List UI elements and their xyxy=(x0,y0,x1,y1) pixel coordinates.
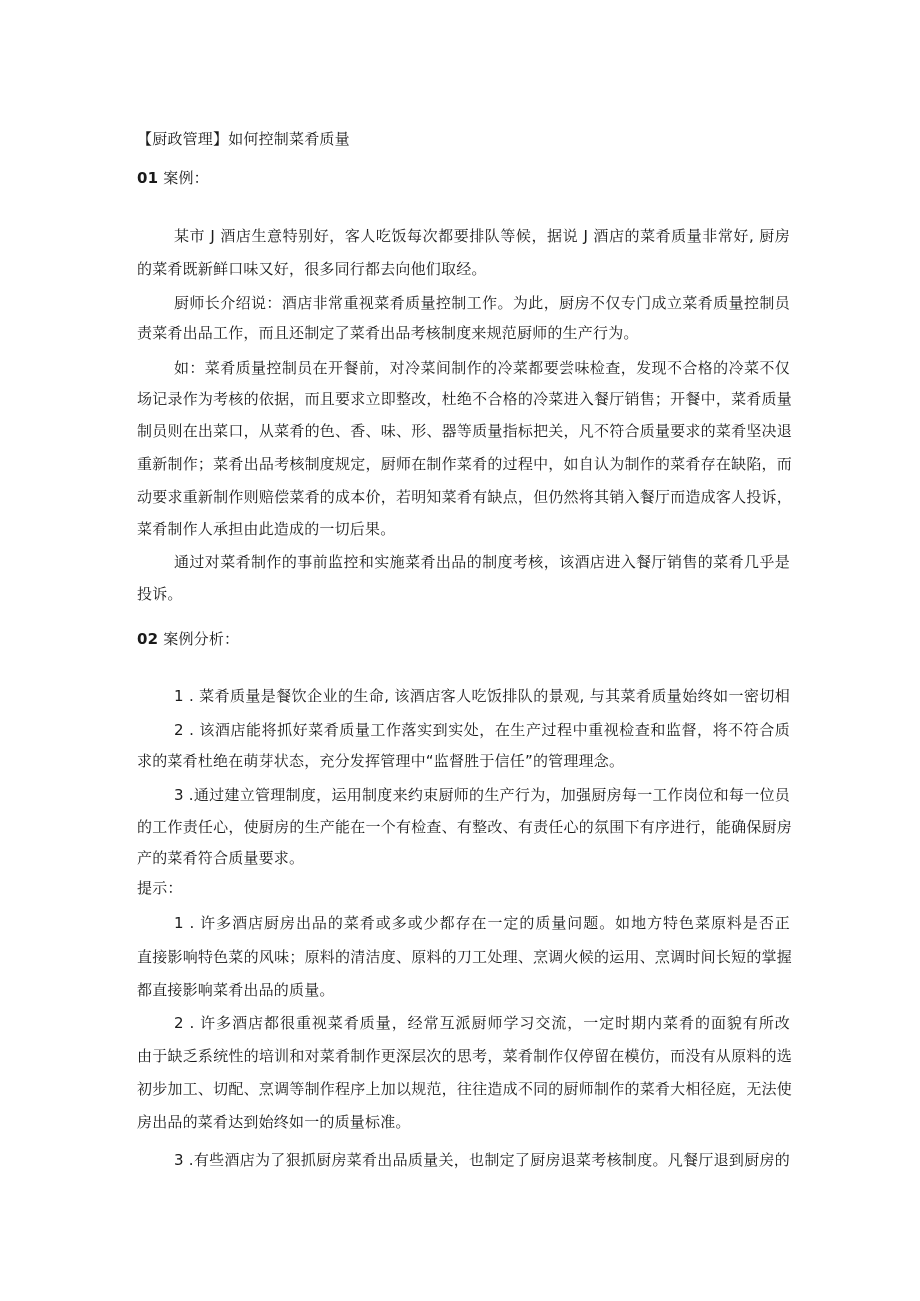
tip2-line1: 2 . 许多酒店都很重视菜肴质量，经常互派厨师学习交流，一定时期内菜肴的面貌有所改 xyxy=(174,1014,790,1032)
document-title: 【厨政管理】如何控制菜肴质量 xyxy=(137,130,350,148)
tips-label: 提示： xyxy=(137,879,183,897)
case-p1-line2: 的菜肴既新鲜口味又好，很多同行都去向他们取经。 xyxy=(137,260,487,278)
case-p4-line2: 投诉。 xyxy=(137,585,183,603)
analysis-item2-line1: 2 . 该酒店能将抓好菜肴质量工作落实到实处，在生产过程中重视检查和监督，将不符合质 xyxy=(174,721,790,739)
case-p3-line1: 如：菜肴质量控制员在开餐前，对冷菜间制作的冷菜都要尝味检查，发现不合格的冷菜不仅 xyxy=(174,359,790,377)
case-p4-line1: 通过对菜肴制作的事前监控和实施菜肴出品的制度考核，该酒店进入餐厅销售的菜肴几乎是 xyxy=(174,553,790,571)
analysis-item3-line3: 产的菜肴符合质量要求。 xyxy=(137,849,305,867)
case-p3-line5: 动要求重新制作则赔偿菜肴的成本价，若明知菜肴有缺点，但仍然将其销入餐厅而造成客人投诉， xyxy=(137,488,792,506)
case-p3-line6: 菜肴制作人承担由此造成的一切后果。 xyxy=(137,520,396,538)
case-p3-line2: 场记录作为考核的依据，而且要求立即整改，杜绝不合格的冷菜进入餐厅销售；开餐中，菜肴质量 xyxy=(137,390,792,408)
tip1-line2: 直接影响特色菜的风味；原料的清洁度、原料的刀工处理、烹调火候的运用、烹调时间长短的掌握 xyxy=(137,948,792,966)
analysis-item3-line1: 3 .通过建立管理制度，运用制度来约束厨师的生产行为，加强厨房每一工作岗位和每一位员 xyxy=(174,786,790,804)
section-number: 01 xyxy=(137,169,159,187)
tip1-line1: 1 . 许多酒店厨房出品的菜肴或多或少都存在一定的质量问题。如地方特色菜原料是否正 xyxy=(174,914,790,932)
case-p1-line1: 某市 J 酒店生意特别好，客人吃饭每次都要排队等候，据说 J 酒店的菜肴质量非常好, 厨房 xyxy=(174,227,790,245)
section-label: 案例分析： xyxy=(158,630,240,648)
analysis-item3-line2: 的工作责任心，使厨房的生产能在一个有检查、有整改、有责任心的氛围下有序进行，能确保厨房 xyxy=(137,818,792,836)
analysis-item1-line1: 1 . 菜肴质量是餐饮企业的生命, 该酒店客人吃饭排队的景观, 与其菜肴质量始终如一密切相 xyxy=(174,687,790,705)
case-p3-line4: 重新制作；菜肴出品考核制度规定，厨师在制作菜肴的过程中，如自认为制作的菜肴存在缺陷，而 xyxy=(137,455,792,473)
tip3-line1: 3 .有些酒店为了狠抓厨房菜肴出品质量关，也制定了厨房退菜考核制度。凡餐厅退到厨房的 xyxy=(174,1151,790,1169)
analysis-item2-line2: 求的菜肴杜绝在萌芽状态，充分发挥管理中“监督胜于信任”的管理理念。 xyxy=(137,752,625,770)
section-label: 案例： xyxy=(158,169,209,187)
tip2-line2: 由于缺乏系统性的培训和对菜肴制作更深层次的思考，菜肴制作仅停留在模仿，而没有从原料的选 xyxy=(137,1047,792,1065)
tip1-line3: 都直接影响菜肴出品的质量。 xyxy=(137,981,335,999)
section-heading-analysis xyxy=(137,628,239,650)
section-heading-case xyxy=(137,167,209,189)
case-p2-line1: 厨师长介绍说：酒店非常重视菜肴质量控制工作。为此，厨房不仅专门成立菜肴质量控制员 xyxy=(174,294,790,312)
case-p3-line3: 制员则在出菜口，从菜肴的色、香、味、形、器等质量指标把关，凡不符合质量要求的菜肴坚决退 xyxy=(137,422,792,440)
section-number: 02 xyxy=(137,630,159,648)
case-p2-line2: 责菜肴出品工作，而且还制定了菜肴出品考核制度来规范厨师的生产行为。 xyxy=(137,324,639,342)
tip2-line4: 房出品的菜肴达到始终如一的质量标准。 xyxy=(137,1113,411,1131)
tip2-line3: 初步加工、切配、烹调等制作程序上加以规范，往往造成不同的厨师制作的菜肴大相径庭，无法使 xyxy=(137,1080,792,1098)
